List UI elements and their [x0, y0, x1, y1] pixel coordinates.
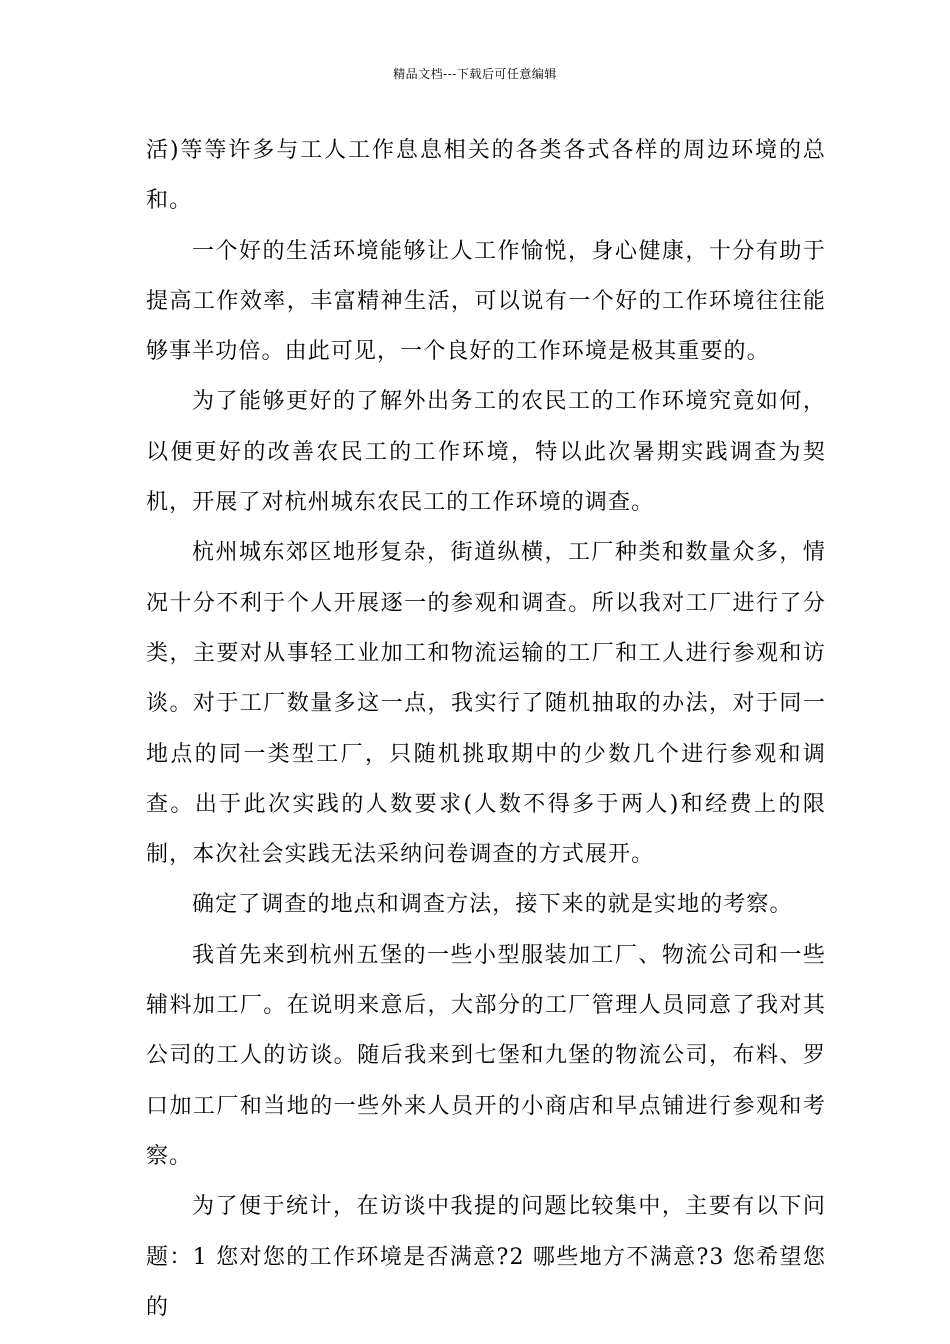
page-header: 精品文档---下载后可任意编辑 [393, 67, 557, 81]
paragraph-5: 确定了调查的地点和调查方法，接下来的就是实地的考察。 [192, 892, 793, 918]
paragraph-3: 为了能够更好的了解外出务工的农民工的工作环境究竟如何，以便更好的改善农民工的工作环境，特以此次暑期实践调查为契机，开展了对杭州城东农民工的工作环境的调查。 [146, 389, 826, 516]
document-body [146, 126, 826, 1333]
paragraph-6: 我首先来到杭州五堡的一些小型服装加工厂、物流公司和一些辅料加工厂。在说明来意后，大部分的工厂管理人员同意了我对其公司的工人的访谈。随后我来到七堡和九堡的物流公司，布料、罗口加工厂和当地的一些外来人员开的小商店和早点铺进行参观和考察。 [146, 942, 826, 1169]
paragraph-2: 一个好的生活环境能够让人工作愉悦，身心健康，十分有助于提高工作效率，丰富精神生活，可以说有一个好的工作环境往往能够事半功倍。由此可见，一个良好的工作环境是极其重要的。 [146, 238, 826, 365]
paragraph-7: 为了便于统计，在访谈中我提的问题比较集中，主要有以下问题：1 您对您的工作环境是否满意?2 哪些地方不满意?3 您希望您的 [146, 1194, 826, 1320]
paragraph-1: 活)等等许多与工人工作息息相关的各类各式各样的周边环境的总和。 [146, 138, 826, 214]
paragraph-4: 杭州城东郊区地形复杂，街道纵横，工厂种类和数量众多，情况十分不利于个人开展逐一的参观和调查。所以我对工厂进行了分类，主要对从事轻工业加工和物流运输的工厂和工人进行参观和访谈。对于工厂数量多这一点，我实行了随机抽取的办法，对于同一地点的同一类型工厂，只随机挑取期中的少数几个进行参观和调查。出于此次实践的人数要求(人数不得多于两人)和经费上的限制，本次社会实践无法采纳问卷调查的方式展开。 [146, 540, 826, 868]
